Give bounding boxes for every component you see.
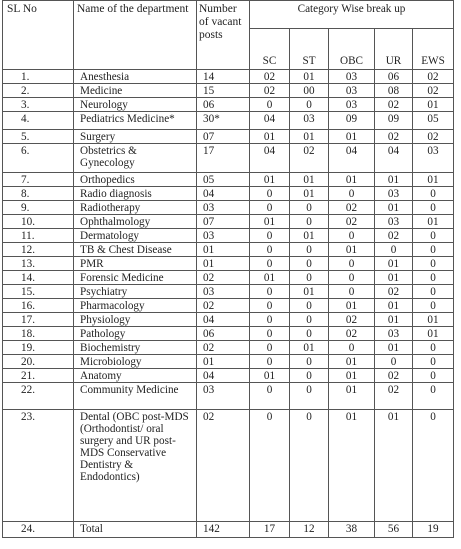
- cell-sc: 0: [250, 383, 290, 410]
- cell-vacant-posts: 07: [197, 130, 250, 144]
- cell-sl-no: 22.: [3, 383, 74, 410]
- cell-department: Microbiology: [74, 355, 197, 369]
- table-row: [3, 70, 454, 84]
- cell-st: 0: [290, 355, 329, 369]
- cell-ur: 01: [375, 299, 413, 313]
- cell-sl-no: 21.: [3, 369, 74, 383]
- cell-sc: 0: [250, 98, 290, 112]
- cell-sl-no: 23.: [3, 410, 74, 522]
- cell-sc: 02: [250, 70, 290, 84]
- table-row: [3, 144, 454, 173]
- cell-vacant-posts: 14: [197, 70, 250, 84]
- cell-ews: 0: [413, 299, 454, 313]
- cell-st: 0: [290, 313, 329, 327]
- cell-sl-no: 8.: [3, 187, 74, 201]
- cell-st: 02: [290, 144, 329, 173]
- cell-ews: 05: [413, 112, 454, 130]
- cell-sl-no: 7.: [3, 173, 74, 187]
- cell-obc: 04: [329, 144, 375, 173]
- header-obc: OBC: [329, 29, 375, 70]
- table-row: [3, 299, 454, 313]
- cell-sc: 0: [250, 355, 290, 369]
- cell-ews: 0: [413, 243, 454, 257]
- cell-ur: 01: [375, 410, 413, 522]
- header-st: ST: [290, 29, 329, 70]
- cell-sl-no: 13.: [3, 257, 74, 271]
- cell-sl-no: 16.: [3, 299, 74, 313]
- cell-st: 01: [290, 285, 329, 299]
- cell-sc: 0: [250, 410, 290, 522]
- cell-vacant-posts: 02: [197, 341, 250, 355]
- cell-ews: 0: [413, 369, 454, 383]
- cell-ur: 02: [375, 130, 413, 144]
- cell-obc: 0: [329, 341, 375, 355]
- cell-st: 0: [290, 271, 329, 285]
- cell-sc: 0: [250, 201, 290, 215]
- header-vacant-posts: Number of vacant posts: [197, 1, 250, 70]
- cell-obc: 02: [329, 313, 375, 327]
- cell-department: Biochemistry: [74, 341, 197, 355]
- cell-department: Orthopedics: [74, 173, 197, 187]
- cell-ur: 03: [375, 187, 413, 201]
- cell-obc: 02: [329, 201, 375, 215]
- cell-obc: 03: [329, 98, 375, 112]
- table-row: [3, 173, 454, 187]
- cell-st: 0: [290, 201, 329, 215]
- header-category-breakup: Category Wise break up: [250, 1, 454, 29]
- table-row: [3, 271, 454, 285]
- cell-st: 01: [290, 173, 329, 187]
- cell-sl-no: 12.: [3, 243, 74, 257]
- cell-ur: 03: [375, 327, 413, 341]
- cell-sc: 0: [250, 257, 290, 271]
- cell-ews: 01: [413, 327, 454, 341]
- table-row: [3, 243, 454, 257]
- header-department: Name of the department: [74, 1, 197, 70]
- cell-st: 0: [290, 243, 329, 257]
- cell-sl-no: 19.: [3, 341, 74, 355]
- cell-ur: 02: [375, 369, 413, 383]
- cell-obc: 0: [329, 187, 375, 201]
- cell-sl-no: 17.: [3, 313, 74, 327]
- cell-department: TB & Chest Disease: [74, 243, 197, 257]
- cell-department: Forensic Medicine: [74, 271, 197, 285]
- cell-vacant-posts: 04: [197, 369, 250, 383]
- cell-sc: 0: [250, 341, 290, 355]
- cell-department: Pharmacology: [74, 299, 197, 313]
- cell-sl-no: 15.: [3, 285, 74, 299]
- cell-sl-no: 6.: [3, 144, 74, 173]
- cell-vacant-posts: 02: [197, 299, 250, 313]
- cell-st: 12: [290, 522, 329, 538]
- cell-sl-no: 10.: [3, 215, 74, 229]
- cell-sl-no: 24.: [3, 522, 74, 538]
- cell-ews: 01: [413, 98, 454, 112]
- cell-vacant-posts: 142: [197, 522, 250, 538]
- cell-ur: 0: [375, 243, 413, 257]
- vacancy-document: [2, 0, 454, 538]
- cell-ur: 08: [375, 84, 413, 98]
- cell-department: Community Medicine: [74, 383, 197, 410]
- cell-obc: 01: [329, 130, 375, 144]
- cell-obc: 01: [329, 243, 375, 257]
- cell-vacant-posts: 04: [197, 187, 250, 201]
- cell-st: 01: [290, 229, 329, 243]
- cell-sc: 01: [250, 215, 290, 229]
- cell-ews: 02: [413, 84, 454, 98]
- cell-st: 00: [290, 84, 329, 98]
- cell-ur: 01: [375, 271, 413, 285]
- cell-vacant-posts: 15: [197, 84, 250, 98]
- cell-sc: 0: [250, 327, 290, 341]
- cell-obc: 03: [329, 84, 375, 98]
- cell-sl-no: 18.: [3, 327, 74, 341]
- cell-st: 0: [290, 257, 329, 271]
- cell-obc: 01: [329, 355, 375, 369]
- table-row: [3, 522, 454, 538]
- cell-department: Anatomy: [74, 369, 197, 383]
- cell-vacant-posts: 01: [197, 257, 250, 271]
- table-row: [3, 327, 454, 341]
- cell-ur: 01: [375, 173, 413, 187]
- cell-st: 0: [290, 383, 329, 410]
- cell-vacant-posts: 07: [197, 215, 250, 229]
- cell-st: 0: [290, 98, 329, 112]
- cell-ews: 01: [413, 313, 454, 327]
- cell-department: Pathology: [74, 327, 197, 341]
- cell-obc: 01: [329, 383, 375, 410]
- cell-ews: 19: [413, 522, 454, 538]
- cell-ur: 02: [375, 285, 413, 299]
- cell-department: Ophthalmology: [74, 215, 197, 229]
- cell-ews: 02: [413, 70, 454, 84]
- cell-sc: 0: [250, 285, 290, 299]
- cell-st: 0: [290, 327, 329, 341]
- table-row: [3, 229, 454, 243]
- cell-obc: 0: [329, 257, 375, 271]
- cell-obc: 0: [329, 285, 375, 299]
- cell-obc: 01: [329, 299, 375, 313]
- cell-department: Dental (OBC post-MDS (Orthodontist/ oral surgery and UR post-MDS Conservative Dentistry & Endodontics): [74, 410, 197, 522]
- cell-sc: 04: [250, 112, 290, 130]
- cell-ews: 0: [413, 229, 454, 243]
- cell-sl-no: 4.: [3, 112, 74, 130]
- cell-st: 01: [290, 187, 329, 201]
- vacancy-table-body: [3, 1, 454, 538]
- cell-department: Total: [74, 522, 197, 538]
- cell-ews: 0: [413, 383, 454, 410]
- cell-ews: 0: [413, 187, 454, 201]
- cell-st: 0: [290, 215, 329, 229]
- cell-obc: 09: [329, 112, 375, 130]
- cell-department: Radiotherapy: [74, 201, 197, 215]
- cell-vacant-posts: 01: [197, 243, 250, 257]
- cell-sc: 01: [250, 271, 290, 285]
- table-row: [3, 383, 454, 410]
- table-row: [3, 187, 454, 201]
- cell-sl-no: 1.: [3, 70, 74, 84]
- cell-ur: 03: [375, 215, 413, 229]
- cell-ur: 02: [375, 98, 413, 112]
- cell-sc: 0: [250, 243, 290, 257]
- cell-sl-no: 11.: [3, 229, 74, 243]
- cell-department: Obstetrics & Gynecology: [74, 144, 197, 173]
- cell-obc: 0: [329, 271, 375, 285]
- cell-ews: 0: [413, 355, 454, 369]
- cell-ews: 02: [413, 130, 454, 144]
- header-ur: UR: [375, 29, 413, 70]
- cell-department: Dermatology: [74, 229, 197, 243]
- table-row: [3, 410, 454, 522]
- cell-sc: 0: [250, 187, 290, 201]
- table-row: [3, 130, 454, 144]
- cell-st: 03: [290, 112, 329, 130]
- cell-vacant-posts: 04: [197, 313, 250, 327]
- cell-sc: 17: [250, 522, 290, 538]
- cell-ur: 01: [375, 313, 413, 327]
- cell-sl-no: 2.: [3, 84, 74, 98]
- cell-sc: 04: [250, 144, 290, 173]
- cell-ews: 0: [413, 285, 454, 299]
- cell-ur: 56: [375, 522, 413, 538]
- cell-sl-no: 3.: [3, 98, 74, 112]
- cell-sl-no: 20.: [3, 355, 74, 369]
- cell-ews: 0: [413, 341, 454, 355]
- cell-st: 0: [290, 369, 329, 383]
- cell-st: 0: [290, 299, 329, 313]
- cell-obc: 01: [329, 369, 375, 383]
- table-row: [3, 341, 454, 355]
- cell-ews: 0: [413, 257, 454, 271]
- cell-vacant-posts: 17: [197, 144, 250, 173]
- cell-ews: 0: [413, 271, 454, 285]
- cell-sc: 01: [250, 173, 290, 187]
- cell-vacant-posts: 02: [197, 410, 250, 522]
- cell-sl-no: 9.: [3, 201, 74, 215]
- cell-vacant-posts: 06: [197, 327, 250, 341]
- table-row: [3, 369, 454, 383]
- cell-st: 0: [290, 410, 329, 522]
- cell-department: Anesthesia: [74, 70, 197, 84]
- header-sl-no: SL No: [3, 1, 74, 70]
- cell-st: 01: [290, 70, 329, 84]
- cell-vacant-posts: 03: [197, 285, 250, 299]
- cell-sc: 02: [250, 84, 290, 98]
- cell-ur: 02: [375, 383, 413, 410]
- cell-ews: 01: [413, 215, 454, 229]
- table-row: [3, 313, 454, 327]
- cell-obc: 0: [329, 229, 375, 243]
- cell-obc: 01: [329, 173, 375, 187]
- table-row: [3, 112, 454, 130]
- table-row: [3, 98, 454, 112]
- cell-vacant-posts: 01: [197, 355, 250, 369]
- cell-sc: 0: [250, 229, 290, 243]
- table-row: [3, 355, 454, 369]
- cell-st: 01: [290, 130, 329, 144]
- cell-ur: 06: [375, 70, 413, 84]
- cell-obc: 01: [329, 410, 375, 522]
- cell-department: Medicine: [74, 84, 197, 98]
- cell-sl-no: 14.: [3, 271, 74, 285]
- cell-obc: 02: [329, 327, 375, 341]
- cell-vacant-posts: 03: [197, 201, 250, 215]
- cell-ur: 0: [375, 355, 413, 369]
- cell-st: 01: [290, 341, 329, 355]
- cell-vacant-posts: 05: [197, 173, 250, 187]
- cell-sc: 01: [250, 369, 290, 383]
- cell-sl-no: 5.: [3, 130, 74, 144]
- header-sc: SC: [250, 29, 290, 70]
- cell-obc: 38: [329, 522, 375, 538]
- cell-ur: 09: [375, 112, 413, 130]
- cell-sc: 0: [250, 299, 290, 313]
- cell-ews: 01: [413, 173, 454, 187]
- cell-ews: 0: [413, 410, 454, 522]
- cell-vacant-posts: 06: [197, 98, 250, 112]
- cell-vacant-posts: 03: [197, 229, 250, 243]
- cell-department: Surgery: [74, 130, 197, 144]
- cell-sc: 0: [250, 313, 290, 327]
- cell-department: Physiology: [74, 313, 197, 327]
- cell-department: Psychiatry: [74, 285, 197, 299]
- cell-ur: 01: [375, 201, 413, 215]
- cell-ews: 03: [413, 144, 454, 173]
- cell-ur: 01: [375, 341, 413, 355]
- table-row: [3, 285, 454, 299]
- cell-department: Neurology: [74, 98, 197, 112]
- table-row: [3, 215, 454, 229]
- cell-department: PMR: [74, 257, 197, 271]
- table-row: [3, 84, 454, 98]
- vacancy-table: [2, 0, 454, 538]
- cell-ur: 01: [375, 257, 413, 271]
- cell-obc: 03: [329, 70, 375, 84]
- cell-sc: 01: [250, 130, 290, 144]
- header-ews: EWS: [413, 29, 454, 70]
- cell-ews: 0: [413, 201, 454, 215]
- cell-vacant-posts: 03: [197, 383, 250, 410]
- header-row-top: [3, 1, 454, 29]
- cell-department: Radio diagnosis: [74, 187, 197, 201]
- cell-vacant-posts: 02: [197, 271, 250, 285]
- table-row: [3, 201, 454, 215]
- cell-ur: 02: [375, 229, 413, 243]
- cell-ur: 04: [375, 144, 413, 173]
- cell-vacant-posts: 30*: [197, 112, 250, 130]
- cell-department: Pediatrics Medicine*: [74, 112, 197, 130]
- cell-obc: 02: [329, 215, 375, 229]
- table-row: [3, 257, 454, 271]
